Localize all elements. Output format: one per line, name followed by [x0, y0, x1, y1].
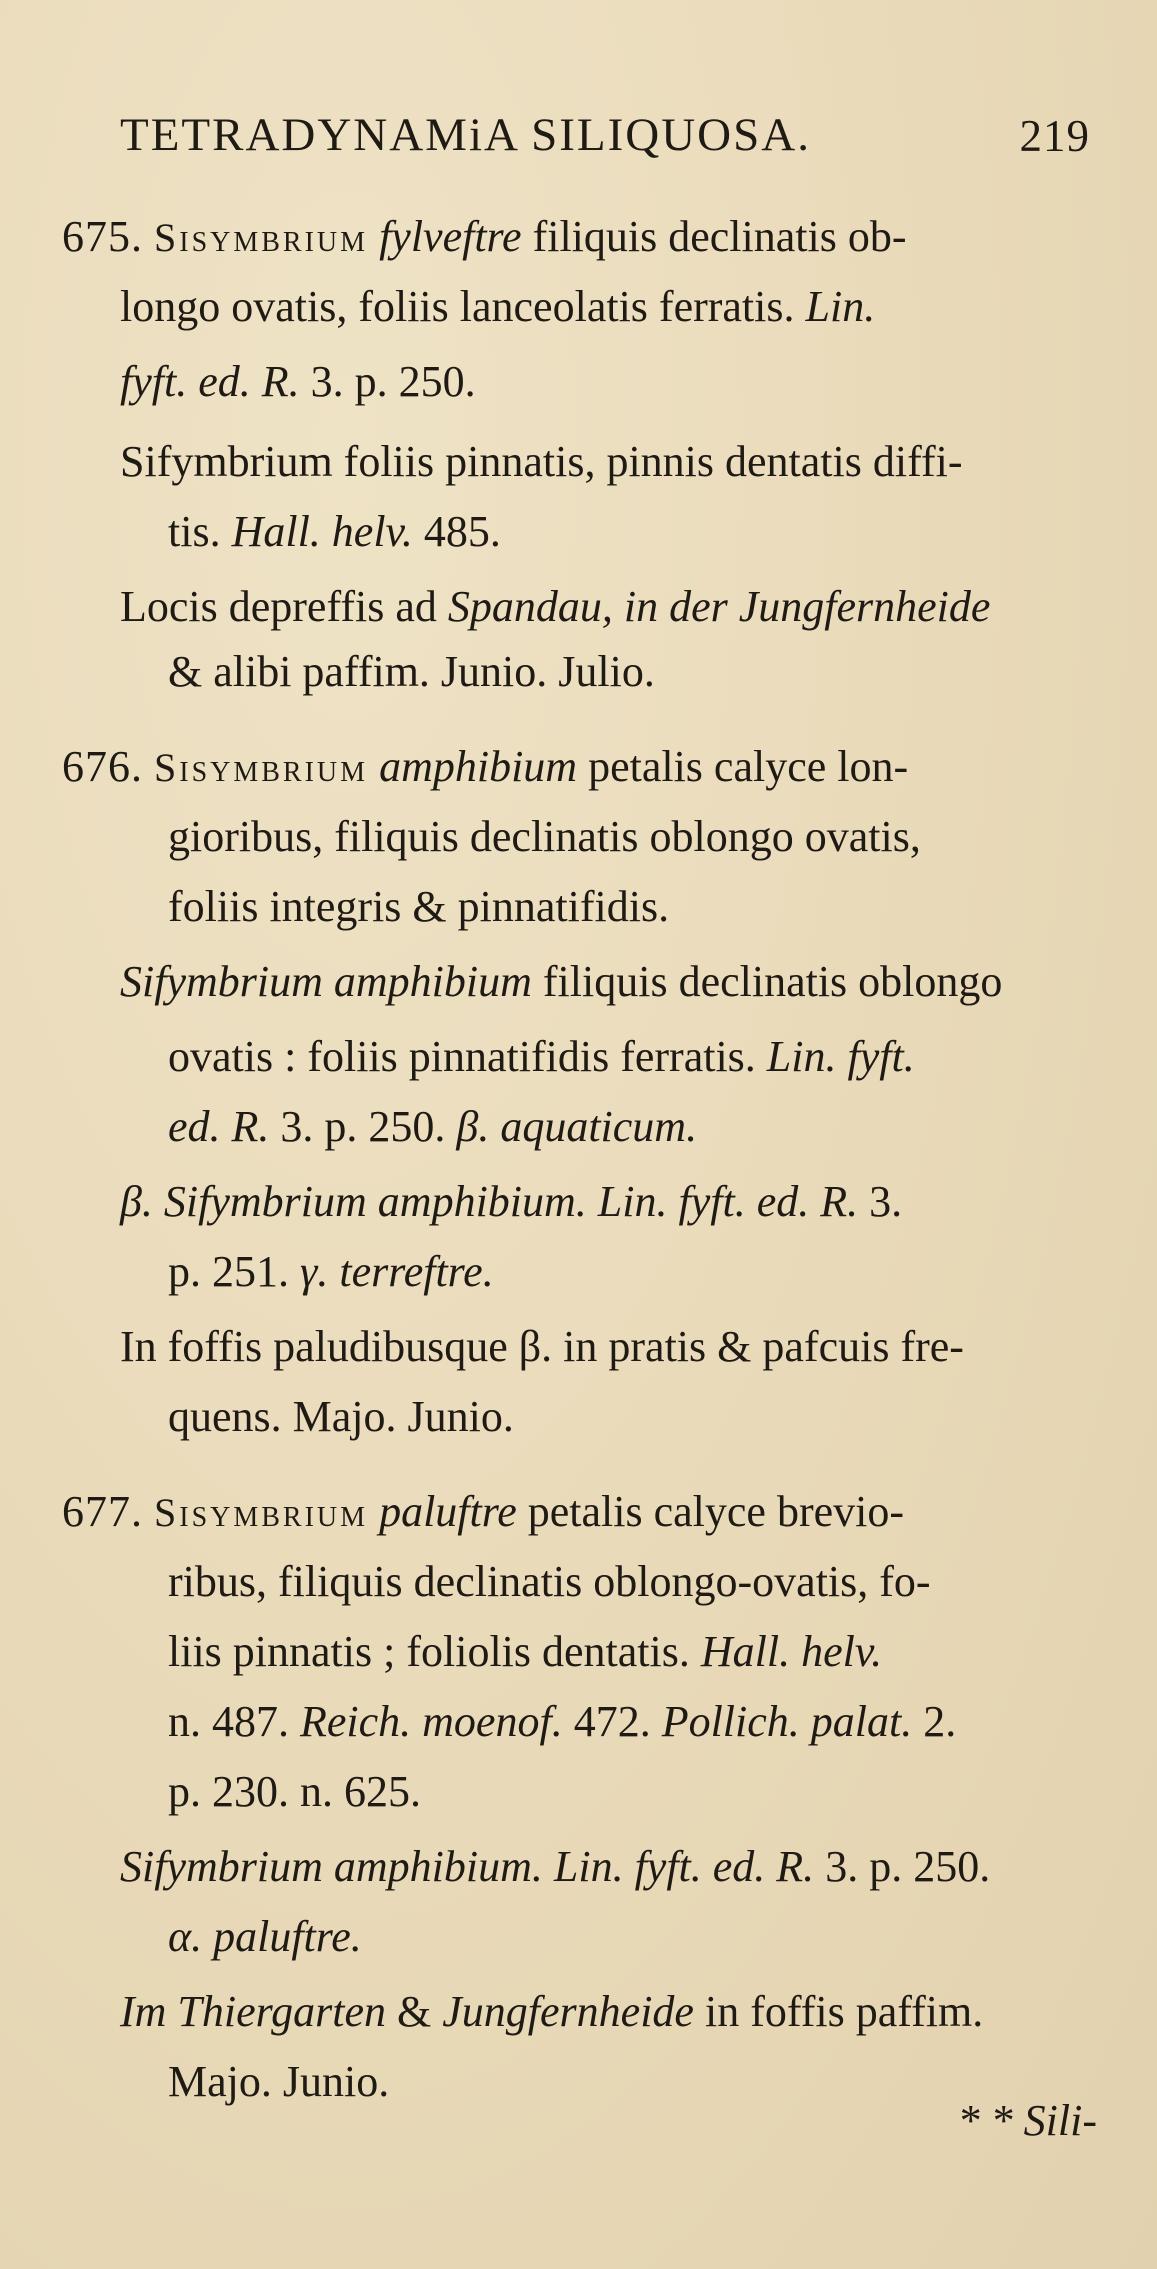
- text-run: Sifymbrium amphibium: [120, 957, 532, 1006]
- text-run: in foffis paffim.: [693, 1987, 984, 2036]
- text-run: gioribus, filiquis declinatis oblongo ovatis,: [168, 812, 921, 861]
- text-run: fylveftre: [379, 212, 522, 261]
- genus-name: Sisymbrium: [154, 745, 369, 790]
- text-run: Sifymbrium foliis pinnatis, pinnis dentatis diffi-: [120, 437, 963, 486]
- genus-name: Sisymbrium: [154, 215, 369, 260]
- text-run: In foffis paludibusque β. in pratis & pafcuis fre-: [120, 1322, 964, 1371]
- text-run: Reich. moenof.: [300, 1697, 563, 1746]
- text-run: p. 251.: [168, 1247, 300, 1296]
- genus-name: Sisymbrium: [154, 1490, 369, 1535]
- text-run: paluftre: [379, 1487, 517, 1536]
- text-run: longo ovatis, foliis lanceolatis ferratis.: [120, 282, 806, 331]
- text-line: [168, 1627, 883, 1676]
- text-run: 3.: [858, 1177, 903, 1226]
- text-run: ribus, filiquis declinatis oblongo-ovatis, fo-: [168, 1557, 931, 1606]
- text-run: α. paluftre.: [168, 1912, 362, 1961]
- text-line: [168, 812, 921, 861]
- text-line: [168, 1767, 421, 1816]
- text-run: 3. p. 250.: [269, 1102, 457, 1151]
- text-run: 485.: [412, 507, 501, 556]
- entry-number: 677.: [62, 1487, 143, 1536]
- text-line: [168, 882, 670, 931]
- text-line: [168, 1247, 494, 1296]
- text-run: Majo. Junio.: [168, 2057, 390, 2106]
- text-run: β. aquaticum.: [456, 1102, 698, 1151]
- text-line: [120, 1322, 964, 1371]
- text-run: Jungfernheide: [442, 1987, 694, 2036]
- text-run: Im Thiergarten: [120, 1987, 387, 2036]
- text-run: filiquis declinatis oblongo: [531, 957, 1003, 1006]
- text-run: Hall. helv.: [231, 507, 413, 556]
- text-run: fyft. ed. R.: [120, 357, 300, 406]
- text-line: [120, 1842, 991, 1891]
- text-line: [120, 282, 876, 331]
- text-run: 2.: [912, 1697, 957, 1746]
- text-line: [120, 1987, 984, 2036]
- text-run: Locis depreffis ad: [120, 582, 448, 631]
- text-run: &: [386, 1987, 443, 2036]
- text-run: liis pinnatis ; foliolis dentatis.: [168, 1627, 701, 1676]
- section-title: TETRADYNAMiA SILIQUOSA.: [120, 109, 811, 161]
- text-run: Lin. fyft.: [766, 1032, 915, 1081]
- text-run: [368, 212, 379, 261]
- text-run: ed. R.: [168, 1102, 270, 1151]
- text-run: [368, 742, 379, 791]
- text-run: [143, 742, 154, 791]
- catchword: * * Sili-: [957, 2096, 1097, 2145]
- text-line: [168, 1557, 931, 1606]
- text-line: [120, 357, 476, 406]
- page-number: 219: [1019, 111, 1090, 161]
- text-line: [62, 1487, 905, 1536]
- text-line: [168, 2057, 390, 2106]
- text-run: petalis calyce lon-: [577, 742, 909, 791]
- text-line: [120, 437, 963, 486]
- entry-number: 675.: [62, 212, 143, 261]
- text-line: [168, 647, 655, 696]
- text-run: petalis calyce brevio-: [516, 1487, 905, 1536]
- text-run: [143, 212, 154, 261]
- text-run: amphibium: [379, 742, 578, 791]
- text-run: γ. terreftre.: [300, 1247, 494, 1296]
- entry-number: 676.: [62, 742, 143, 791]
- text-line: [62, 212, 907, 261]
- text-line: [168, 1912, 362, 1961]
- text-run: p. 230. n. 625.: [168, 1767, 421, 1816]
- text-line: [168, 1102, 698, 1151]
- text-line: [120, 1177, 903, 1226]
- running-header: [120, 109, 1090, 161]
- text-line: [168, 1392, 514, 1441]
- text-run: Sifymbrium amphibium. Lin. fyft. ed. R.: [120, 1842, 815, 1891]
- text-line: [62, 742, 909, 791]
- text-run: Spandau, in der Jungfernheide: [447, 582, 991, 631]
- text-run: [368, 1487, 379, 1536]
- text-run: β. Sifymbrium amphibium. Lin. fyft. ed. R.: [120, 1177, 859, 1226]
- text-run: quens. Majo. Junio.: [168, 1392, 514, 1441]
- text-run: Hall. helv.: [700, 1627, 883, 1676]
- text-run: [143, 1487, 154, 1536]
- text-line: [168, 1032, 915, 1081]
- text-run: Lin.: [805, 282, 876, 331]
- text-run: 3. p. 250.: [814, 1842, 991, 1891]
- text-run: filiquis declinatis ob-: [521, 212, 907, 261]
- text-run: ovatis : foliis pinnatifidis ferratis.: [168, 1032, 767, 1081]
- text-run: foliis integris & pinnatifidis.: [168, 882, 670, 931]
- text-run: 472.: [562, 1697, 662, 1746]
- text-run: n. 487.: [168, 1697, 300, 1746]
- text-line: [120, 582, 991, 631]
- text-line: [120, 957, 1003, 1006]
- text-run: & alibi paffim. Junio. Julio.: [168, 647, 655, 696]
- text-run: Pollich. palat.: [661, 1697, 913, 1746]
- text-line: [168, 507, 501, 556]
- text-line: [168, 1697, 957, 1746]
- text-run: 3. p. 250.: [299, 357, 476, 406]
- text-run: tis.: [168, 507, 232, 556]
